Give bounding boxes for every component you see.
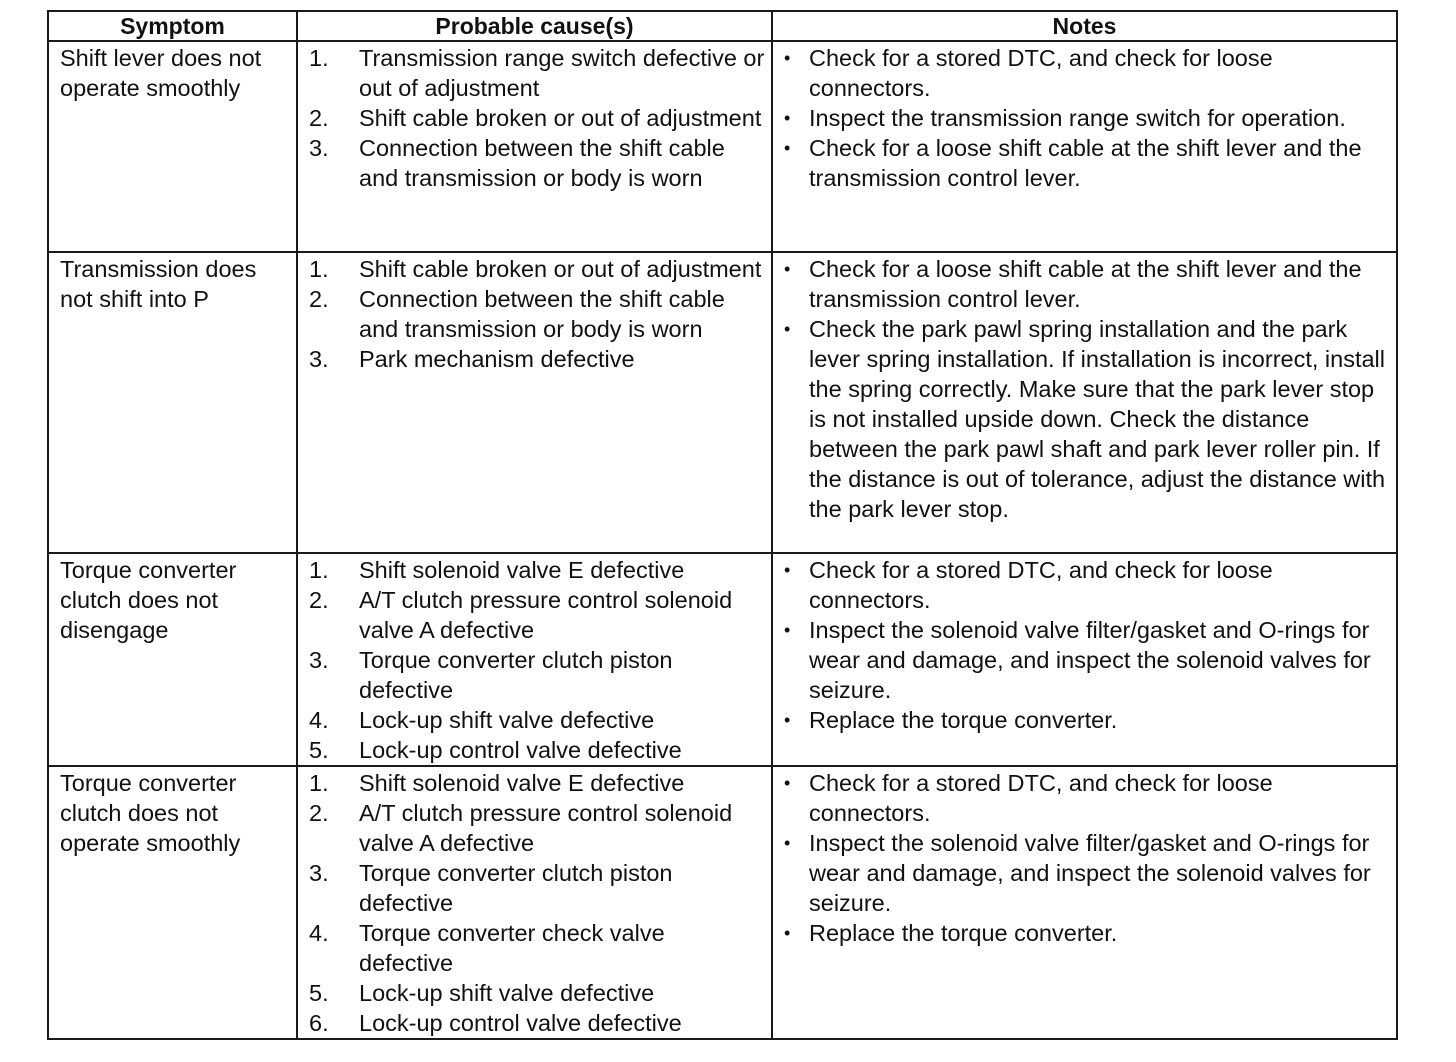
notes-list [784,768,1390,948]
cause-text: A/T clutch pressure control solenoid valve A defective [359,800,733,856]
cause-text: Shift cable broken or out of adjustment [359,105,762,131]
cause-item [309,735,765,765]
cause-item [309,133,765,193]
troubleshooting-sheet [47,10,1396,1040]
symptom-cell: Shift lever does not operate smoothly [48,41,297,252]
header-symptom: Symptom [48,11,297,41]
bullet-icon: • [784,773,791,793]
note-item [784,254,1390,314]
cause-item [309,555,765,585]
cause-number: 3. [309,346,329,372]
bullet-icon: • [784,833,791,853]
probable-causes-cell [297,252,772,553]
probable-causes-cell [297,553,772,766]
cause-text: Torque converter clutch piston defective [359,860,673,916]
note-item [784,615,1390,705]
cause-number: 1. [309,45,329,71]
cause-number: 2. [309,105,329,131]
cause-list [309,555,765,765]
cause-text: A/T clutch pressure control solenoid valve A defective [359,587,733,643]
note-text: Check for a loose shift cable at the shift lever and the transmission control lever. [809,135,1362,191]
probable-causes-cell [297,41,772,252]
note-text: Check for a stored DTC, and check for loose connectors. [809,770,1273,826]
header-probable-causes: Probable cause(s) [297,11,772,41]
table-row [48,553,1397,766]
note-item [784,828,1390,918]
bullet-icon: • [784,319,791,339]
cause-text: Torque converter check valve defective [359,920,665,976]
note-text: Inspect the transmission range switch for operation. [809,105,1346,131]
note-item [784,705,1390,735]
bullet-icon: • [784,108,791,128]
cause-item [309,254,765,284]
cause-item [309,43,765,103]
cause-number: 2. [309,286,329,312]
cause-number: 5. [309,980,329,1006]
bullet-icon: • [784,620,791,640]
cause-text: Lock-up shift valve defective [359,980,655,1006]
cause-item [309,705,765,735]
notes-cell [772,766,1397,1039]
table-row [48,252,1397,553]
note-text: Check for a loose shift cable at the shift lever and the transmission control lever. [809,256,1362,312]
notes-list [784,555,1390,735]
bullet-icon: • [784,138,791,158]
cause-text: Shift cable broken or out of adjustment [359,256,762,282]
cause-number: 2. [309,800,329,826]
cause-number: 4. [309,920,329,946]
cause-number: 2. [309,587,329,613]
header-notes: Notes [772,11,1397,41]
note-item [784,133,1390,193]
cause-text: Shift solenoid valve E defective [359,770,685,796]
notes-list [784,43,1390,193]
cause-number: 3. [309,135,329,161]
note-text: Check for a stored DTC, and check for loose connectors. [809,557,1273,613]
symptom-cell: Torque converter clutch does not operate smoothly [48,766,297,1039]
cause-item [309,1008,765,1038]
table-row [48,766,1397,1039]
notes-cell [772,553,1397,766]
cause-item [309,978,765,1008]
bullet-icon: • [784,560,791,580]
note-item [784,768,1390,828]
troubleshooting-table [47,10,1398,1040]
bullet-icon: • [784,923,791,943]
note-text: Inspect the solenoid valve filter/gasket and O-rings for wear and damage, and inspect the solenoid valves for seizure. [809,830,1371,916]
cause-number: 3. [309,860,329,886]
cause-list [309,768,765,1038]
cause-text: Shift solenoid valve E defective [359,557,685,583]
cause-item [309,858,765,918]
cause-item [309,344,765,374]
cause-item [309,918,765,978]
note-item [784,555,1390,615]
header-row [48,11,1397,41]
cause-text: Lock-up control valve defective [359,1010,682,1036]
note-item [784,43,1390,103]
notes-list [784,254,1390,524]
note-text: Replace the torque converter. [809,707,1118,733]
note-item [784,918,1390,948]
probable-causes-cell [297,766,772,1039]
cause-text: Lock-up control valve defective [359,737,682,763]
bullet-icon: • [784,259,791,279]
cause-item [309,103,765,133]
symptom-cell: Torque converter clutch does not disengage [48,553,297,766]
cause-number: 6. [309,1010,329,1036]
note-text: Check the park pawl spring installation and the park lever spring installation. If installation is incorrect, install the spring correctly. Make sure that the park lever stop is not installed upside down. Check the distance between the park pawl shaft and park lever roller pin. If the distance is out of tolerance, adjust the distance with the park lever stop. [809,316,1386,522]
cause-text: Connection between the shift cable and transmission or body is worn [359,135,725,191]
cause-item [309,284,765,344]
cause-number: 1. [309,256,329,282]
bullet-icon: • [784,48,791,68]
cause-list [309,254,765,374]
cause-item [309,768,765,798]
cause-number: 1. [309,770,329,796]
note-item [784,314,1390,524]
cause-number: 1. [309,557,329,583]
cause-item [309,798,765,858]
cause-number: 4. [309,707,329,733]
cause-text: Transmission range switch defective or out of adjustment [359,45,765,101]
cause-list [309,43,765,193]
table-row [48,41,1397,252]
notes-cell [772,252,1397,553]
note-text: Inspect the solenoid valve filter/gasket and O-rings for wear and damage, and inspect the solenoid valves for seizure. [809,617,1371,703]
notes-cell [772,41,1397,252]
symptom-cell: Transmission does not shift into P [48,252,297,553]
note-text: Check for a stored DTC, and check for loose connectors. [809,45,1273,101]
cause-item [309,585,765,645]
cause-text: Lock-up shift valve defective [359,707,655,733]
cause-text: Torque converter clutch piston defective [359,647,673,703]
table-body [48,41,1397,1039]
cause-number: 5. [309,737,329,763]
cause-item [309,645,765,705]
note-item [784,103,1390,133]
cause-number: 3. [309,647,329,673]
cause-text: Park mechanism defective [359,346,635,372]
cause-text: Connection between the shift cable and transmission or body is worn [359,286,725,342]
bullet-icon: • [784,710,791,730]
note-text: Replace the torque converter. [809,920,1118,946]
